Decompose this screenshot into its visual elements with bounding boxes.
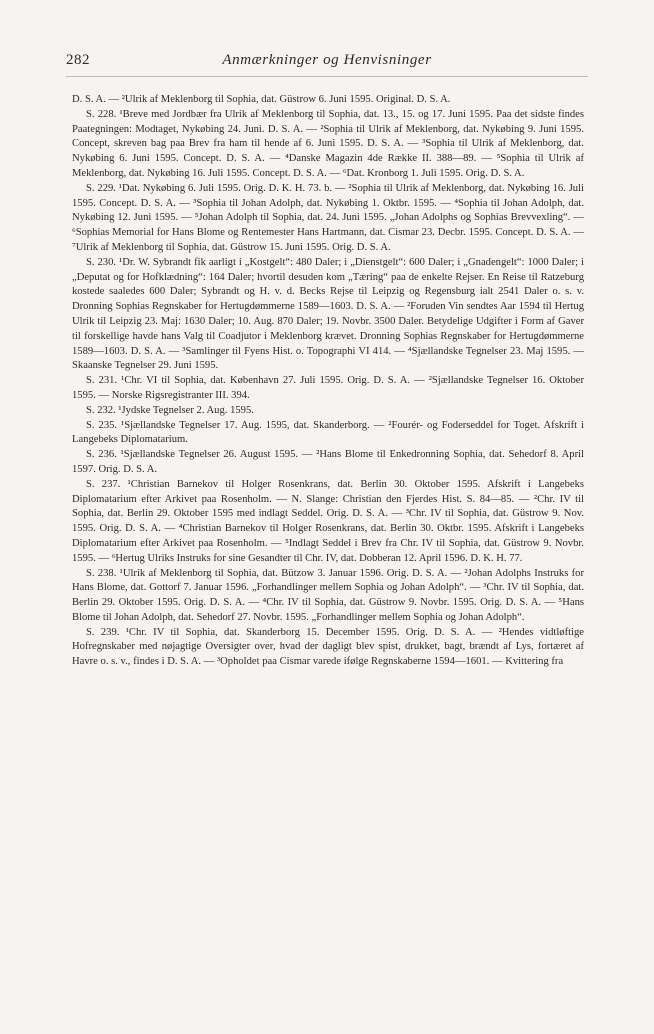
note-paragraph: S. 229. ¹Dat. Nykøbing 6. Juli 1595. Orig. D. K. H. 73. b. — ²Sophia til Ulrik af Meklenborg, dat. Nykøbing 16. Juli 1595. Concept. D. S. A. — ³Sophia til Johan Adolph, dat. Nykøbing 1. Oktbr. 1595. — ⁴Sophia til Johan Adolph, dat. Nykøbing 12. Juni 1595. — ⁵Johan Adolph til Sophia, dat. 24. Juni 1595. „Johan Adolphs og Sophias Brevvexling“. — ⁶Sophias Memorial for Hans Blome og Rentemester Hans Hartmann, dat. Cismar 23. Decbr. 1595. Concept. D. S. A. — ⁷Ulrik af Meklenborg til Sophia, dat. Güstrow 15. Juni 1595. Orig. D. S. A.: [72, 182, 584, 253]
note-paragraph: S. 238. ¹Ulrik af Meklenborg til Sophia, dat. Bützow 3. Januar 1596. Orig. D. S. A. — ²Johan Adolphs Instruks for Hans Blome, dat. Gottorf 7. Januar 1596. „Forhandlinger mellem Sophia og Johan Adolph“. — ³Chr. IV til Sophia, dat. Berlin 29. Oktober 1595. Orig. D. S. A. — ⁴Chr. IV til Sophia, dat. Güstrow 9. Novbr. 1595. Orig. D. S. A. — ⁵Hans Blome til Johan Adolph, dat. Sehedorf 27. Novbr. 1595. „Forhandlinger mellem Sophia og Johan Adolph“.: [72, 567, 584, 623]
note-paragraph: S. 228. ¹Breve med Jordbær fra Ulrik af Meklenborg til Sophia, dat. 13., 15. og 17. Juni 1595. Paa det sidste findes Paategningen: Modtaget, Nykøbing 24. Juni. D. S. A. — ²Sophia til Ulrik af Meklenborg, dat. Nykøbing 9. Juni 1595. Concept, skreven bag paa Brev fra ham til hende af 6. Juni 1595. D. S. A. — ³Sophia til Ulrik af Meklenborg, dat. Nykøbing 6. Juni 1595. Concept. D. S. A. — ⁴Danske Magazin 4de Række II. 388—89. — ⁵Sophia til Ulrik af Meklenborg, dat. Nykøbing 16. Juli 1595. Concept. D. S. A. — ⁶Dat. Kronborg 1. Juli 1595. Orig. D. S. A.: [72, 108, 584, 179]
note-paragraph: S. 236. ¹Sjællandske Tegnelser 26. August 1595. — ²Hans Blome til Enkedronning Sophia, dat. Sehedorf 8. April 1597. Orig. D. S. A.: [72, 449, 584, 475]
note-paragraph: S. 232. ¹Jydske Tegnelser 2. Aug. 1595.: [86, 404, 254, 416]
note-paragraph: S. 237. ¹Christian Barnekov til Holger Rosenkrans, dat. Berlin 30. Oktober 1595. Afskrift i Langebeks Diplomatarium efter Arkivet paa Rosenholm. — N. Slange: Christian den Fjerdes Hist. S. 84—85. — ²Chr. IV til Sophia, dat. Berlin 29. Oktober 1595 med indlagt Seddel. Orig. D. S. A. — ³Chr. IV til Sophia, dat. Güstrow 9. Nov. 1595. Orig. D. S. A. — ⁴Christian Barnekov til Holger Rosenkrans, dat. Berlin 30. Oktbr. 1595. Afskrift i Langebeks Diplomatarium efter Arkivet paa Rosenholm. — ⁵Indlagt Seddel i Brev fra Chr. IV til Sophia, dat. Güstrow 9. Novbr. 1595. — ⁶Hertug Ulriks Instruks for sine Gesandter til Chr. IV, dat. Dobberan 12. April 1596. D. K. H. 77.: [72, 478, 584, 564]
page-number: 282: [66, 52, 90, 68]
note-paragraph: S. 231. ¹Chr. VI til Sophia, dat. København 27. Juli 1595. Orig. D. S. A. — ²Sjællandske Tegnelser 16. Oktober 1595. — Norske Rigsregistranter III. 394.: [72, 375, 584, 401]
note-paragraph: S. 235. ¹Sjællandske Tegnelser 17. Aug. 1595, dat. Skanderborg. — ²Fourér- og Foderseddel for Toget. Afskrift i Langebeks Diplomatarium.: [72, 419, 584, 446]
notes-body: [72, 93, 584, 670]
note-paragraph: D. S. A. — ²Ulrik af Meklenborg til Sophia, dat. Güstrow 6. Juni 1595. Original. D. S. A.: [72, 94, 451, 105]
running-title: Anmærkninger og Henvisninger: [222, 52, 432, 68]
page-header: [66, 52, 588, 77]
note-paragraph: S. 230. ¹Dr. W. Sybrandt fik aarligt i „Kostgelt“: 480 Daler; i „Dienstgelt“: 600 Daler; i „Gnadengelt“: 1000 Daler; i „Deputat og for Hofklædning“: 164 Daler; hvortil desuden kom „Tæring“ paa de enkelte Rejser. En Reise til Ratzeburg kostede saaledes 600 Daler; Sybrandt og H. v. d. Becks Rejse til Leipzig og Regensburg ialt 2541 Daler o. s. v. Dronning Sophias Regnskaber for Hertugdømmerne 1589—1603. D. S. A. — ²Foruden Vin sendtes Aar 1594 til Hertug Ulrik til Leipzig 23. Maj: 1630 Daler; 10. Aug. 870 Daler; 19. Novbr. 3500 Daler. Betydelige Udgifter i Form af Gaver til forskellige havde hans Valg til Coadjutor i Meklenborg krævet. Dronning Sophias Regnskaber for Hertugdømmerne 1589—1603. D. S. A. — ³Samlinger til Fyens Hist. o. Topographi VI 414. — ⁴Sjællandske Tegnelser 23. Maj 1595. — Skaanske Tegnelser 29. Juni 1595.: [72, 256, 584, 372]
note-paragraph: S. 239. ¹Chr. IV til Sophia, dat. Skanderborg 15. December 1595. Orig. D. S. A. — ²Hendes vidtløftige Hofregnskaber med nøjagtige Oversigter over, hvad der dagligt blev spist, drukket, bagt, brændt af Lys, fortæret af Havre o. s. v., findes i D. S. A. — ³Opholdet paa Cismar varede ifølge Regnskaberne 1594—1601. — Kvittering fra: [72, 626, 584, 668]
